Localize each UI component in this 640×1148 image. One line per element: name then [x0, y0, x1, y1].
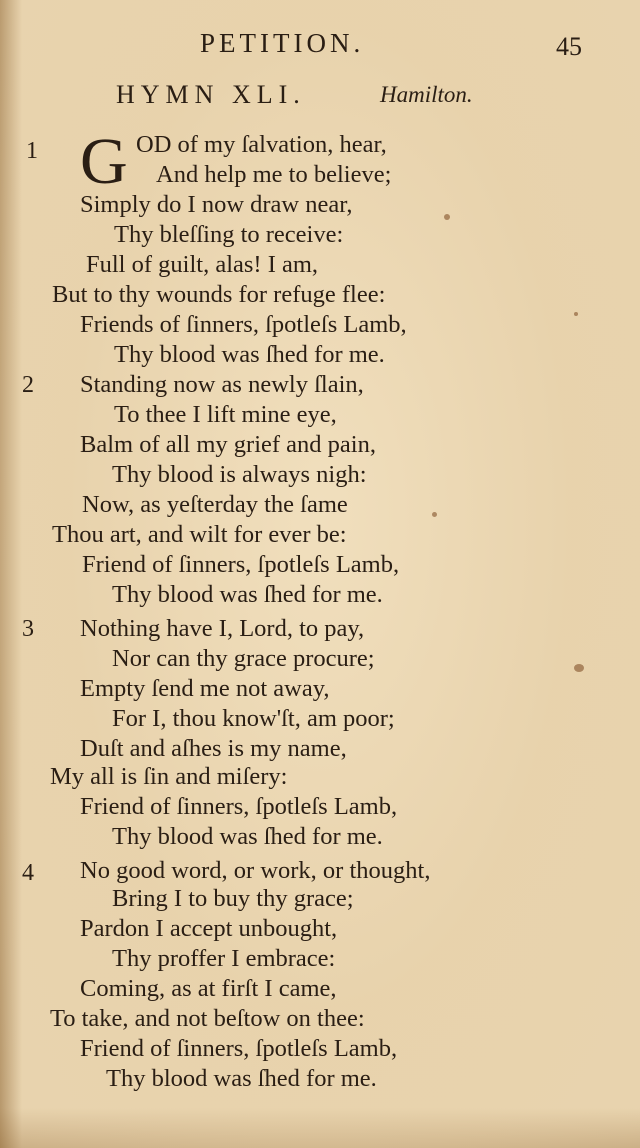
verse-line: My all is ſin and miſery:: [50, 763, 288, 790]
hymn-title: HYMN XLI.: [116, 80, 306, 109]
foxing-spot: [432, 512, 437, 517]
verse-line: Pardon I accept unbought,: [80, 915, 338, 942]
verse-line: Thy blood is always nigh:: [112, 461, 367, 488]
verse-line: Now, as yeſterday the ſame: [82, 491, 348, 518]
verse-number: 4: [22, 860, 34, 886]
verse-line: Thy bleſſing to receive:: [114, 221, 344, 248]
verse-line: For I, thou know'ſt, am poor;: [112, 705, 395, 732]
verse-line: But to thy wounds for refuge flee:: [52, 281, 386, 308]
verse-line: To take, and not beſtow on thee:: [50, 1005, 365, 1032]
verse-line: Thy proffer I embrace:: [112, 945, 336, 972]
verse-line: No good word, or work, or thought,: [80, 857, 431, 884]
verse-line: Friend of ſinners, ſpotleſs Lamb,: [80, 1035, 398, 1062]
verse-line: Simply do I now draw near,: [80, 191, 353, 218]
verse-number: 1: [26, 138, 38, 164]
verse-line: Friends of ſinners, ſpotleſs Lamb,: [80, 311, 407, 338]
verse-line: Full of guilt, alas! I am,: [86, 251, 319, 278]
verse-line: Thy blood was ſhed for me.: [106, 1065, 377, 1092]
verse-line: Coming, as at firſt I came,: [80, 975, 337, 1002]
verse-line: OD of my ſalvation, hear,: [136, 131, 387, 158]
drop-cap: G: [80, 125, 128, 198]
tune-name: Hamilton.: [380, 82, 473, 107]
verse-number: 3: [22, 616, 34, 642]
verse-line: And help me to believe;: [156, 161, 392, 188]
page-header: [0, 24, 640, 64]
verse-line: Nor can thy grace procure;: [112, 645, 375, 672]
foxing-spot: [574, 664, 584, 672]
verse-line: Empty ſend me not away,: [80, 675, 330, 702]
verse-line: Thy blood was ſhed for me.: [114, 341, 385, 368]
verse-line: Thy blood was ſhed for me.: [112, 823, 383, 850]
foxing-spot: [574, 312, 578, 316]
running-title: PETITION.: [200, 28, 365, 58]
verse-line: Balm of all my grief and pain,: [80, 431, 376, 458]
verse-line: Standing now as newly ſlain,: [80, 371, 364, 398]
verse-line: Bring I to buy thy grace;: [112, 885, 354, 912]
verse-line: Duſt and aſhes is my name,: [80, 735, 347, 762]
verse-number: 2: [22, 372, 34, 398]
hymn-heading: [0, 78, 640, 118]
verse-line: Thou art, and wilt for ever be:: [52, 521, 347, 548]
verse-line: Thy blood was ſhed for me.: [112, 581, 383, 608]
verse-line: Nothing have I, Lord, to pay,: [80, 615, 365, 642]
verse-line: Friend of ſinners, ſpotleſs Lamb,: [80, 793, 398, 820]
verse-line: Friend of ſinners, ſpotleſs Lamb,: [82, 551, 400, 578]
page-number: 45: [556, 32, 582, 61]
foxing-spot: [444, 214, 450, 220]
verse-line: To thee I lift mine eye,: [114, 401, 337, 428]
